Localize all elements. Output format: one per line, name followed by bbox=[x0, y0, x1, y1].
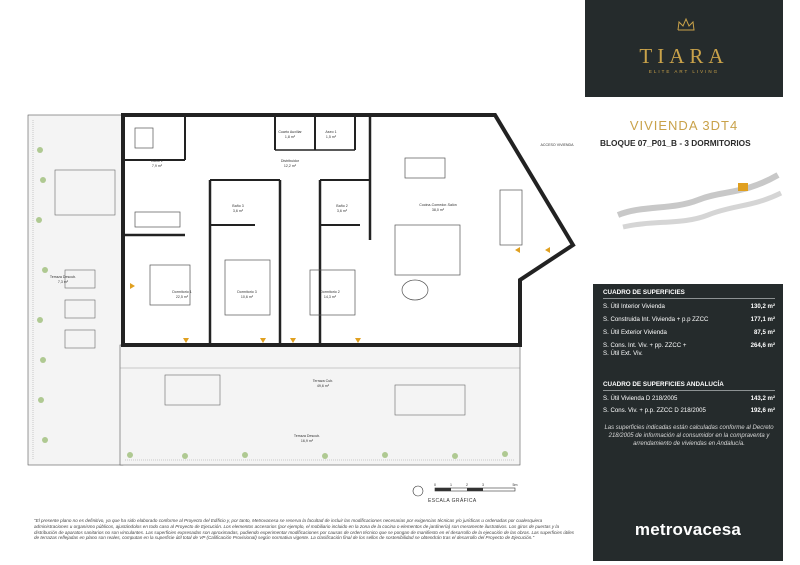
floor-plan bbox=[25, 100, 585, 487]
surface-row: S. Construida Int. Vivienda + p.p ZZCC 177,1 m² bbox=[603, 316, 775, 323]
surface-row: S. Útil Interior Vivienda 130,2 m² bbox=[603, 303, 775, 310]
scale-tick: 0 bbox=[434, 483, 436, 487]
room-label: Baño 3 bbox=[232, 204, 244, 208]
brand-tagline: ELITE ART LIVING bbox=[648, 69, 720, 74]
legal-note: Las superficies indicadas están calculadas conforme al Decreto 218/2005 de información al consumidor en la compraventa y arrendamiento de viviendas en Andalucía. bbox=[604, 425, 774, 447]
surface-row: S. Útil Vivienda D 218/2005 143,2 m² bbox=[603, 395, 775, 402]
scale-tick: 3 bbox=[482, 483, 484, 487]
room-area: 1,5 m² bbox=[325, 135, 337, 139]
room-label: Baño 1 bbox=[151, 159, 163, 163]
room-label: Terraza Descub. bbox=[293, 434, 321, 438]
room-label: Aseo 1 bbox=[325, 130, 337, 134]
room-label: Distribuidor bbox=[280, 159, 300, 163]
unit-subtitle: BLOQUE 07_P01_B - 3 DORMITORIOS bbox=[600, 138, 751, 148]
room-area: 22,5 m² bbox=[175, 295, 189, 299]
surfaces-andalucia-title: CUADRO DE SUPERFICIES ANDALUCÍA bbox=[603, 381, 724, 388]
scale-tick: 2 bbox=[466, 483, 468, 487]
room-area: 10,6 m² bbox=[240, 295, 254, 299]
room-area: 7,3 m² bbox=[57, 280, 69, 284]
surface-row: S. Útil Exterior Vivienda 87,5 m² bbox=[603, 329, 775, 336]
divider bbox=[603, 298, 775, 299]
room-area: 38,0 m² bbox=[431, 208, 445, 212]
unit-title: VIVIENDA 3DT4 bbox=[629, 118, 739, 133]
access-label: ACCESO VIVIENDA bbox=[540, 143, 574, 147]
room-area: 7,9 m² bbox=[151, 164, 163, 168]
north-arrow-icon bbox=[413, 486, 423, 496]
room-area: 14,3 m² bbox=[323, 295, 337, 299]
interior bbox=[123, 115, 573, 345]
disclaimer: "El presente plano no es definitivo, ya que ha sido elaborado conforme al Proyecto del Edificio y, por tanto, Metrovacesa se reserva la facultad de incluir las modificaciones necesarias por exigencias técnicas y/o jurídicas u ordenadas por cualesquiera administraciones u organismo públicos, ajustándolos en todo caso al Proyecto de Ejecución. Los elementos accesorios (por ejemplo, el mobiliario incluido en la zona de la cocina o elementos de jardinería) son meramente ilustrativos. Los giros de puertas y la distribución de aparatos sanitarios no son vinculantes. Las superficies expresadas son aproximadas, pudiendo experimentar modificaciones por causas de orden técnico que se pongan de manifiesto en el desarrollo de la ejecución de las obras. Las superficies útiles de terrazas reflejadas en plano son reales, computan en la superficie útil total de VP (Calificación Provisional) según normativa vigente. La clasificación final de los sellos de sostenibilidad se obtendrán tras el desarrollo del Proyecto de Ejecución." bbox=[34, 518, 575, 541]
room-area: 16,9 m² bbox=[300, 439, 314, 443]
scale-title: ESCALA GRÁFICA bbox=[428, 498, 477, 504]
room-area: 3,6 m² bbox=[336, 209, 348, 213]
scale-tick: 5m bbox=[512, 483, 518, 487]
developer-logo: metrovacesa bbox=[634, 520, 742, 539]
surfaces-title: CUADRO DE SUPERFICIES bbox=[603, 289, 685, 296]
scale-bar bbox=[434, 483, 518, 491]
room-area: 12,2 m² bbox=[283, 164, 297, 168]
room-label: Terraza Cub. bbox=[312, 379, 334, 383]
brand-name: TIARA bbox=[639, 44, 729, 68]
room-area: 3,6 m² bbox=[232, 209, 244, 213]
surface-row: S. Cons. Viv. + p.p. ZZCC D 218/2005 192,6 m² bbox=[603, 407, 775, 414]
room-label: Dormitorio 3 bbox=[237, 290, 257, 294]
surface-row: S. Cons. Int. Viv. + pp. ZZCC + 264,6 m² bbox=[603, 342, 775, 349]
room-label: Baño 2 bbox=[336, 204, 348, 208]
room-label: Cocina-Comedor-Salón bbox=[419, 203, 457, 207]
building-location-map bbox=[613, 165, 783, 245]
scale-tick: 1 bbox=[450, 483, 452, 487]
room-label: Terraza Descub. bbox=[49, 275, 77, 279]
crown-icon bbox=[676, 17, 696, 33]
divider bbox=[603, 390, 775, 391]
room-area: 49,6 m² bbox=[316, 384, 330, 388]
room-label: Dormitorio 1 bbox=[172, 290, 192, 294]
surface-row-cont: S. Útil Ext. Viv. bbox=[603, 350, 643, 357]
room-area: 1,8 m² bbox=[284, 135, 296, 139]
room-label: Cuarto Auxiliar bbox=[278, 130, 302, 134]
room-label: Dormitorio 2 bbox=[320, 290, 340, 294]
